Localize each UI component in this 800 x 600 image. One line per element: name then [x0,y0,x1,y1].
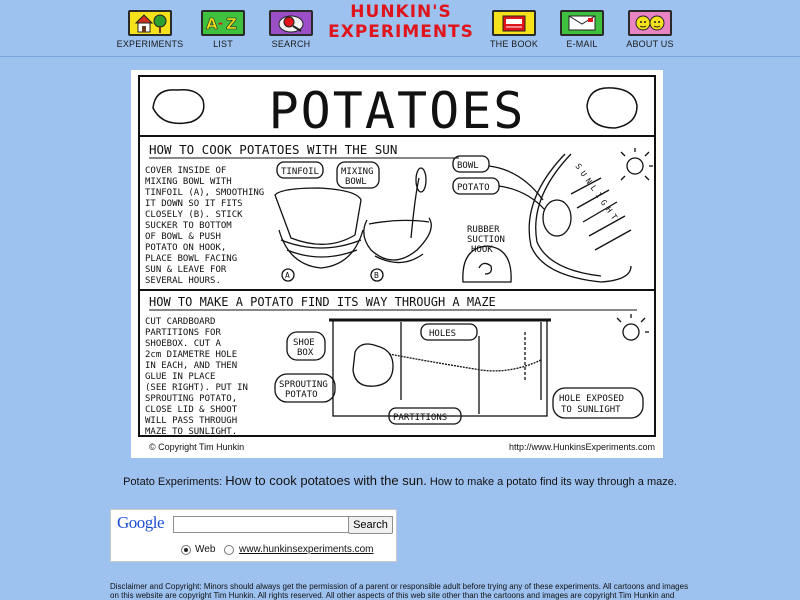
s2-line: SHOEBOX. CUT A [145,339,221,349]
label-mixing-bowl-1: MIXING [341,167,374,177]
label-tinfoil: TINFOIL [281,167,319,177]
disclaimer-line: on this website are copyright Tim Hunkin. All rights reserved. All other aspects of this web site other than the cartoons and images are copyright Tim Hunkin and [110,591,675,600]
label-rubber-3: HOOK [471,245,493,255]
nav-experiments[interactable] [115,10,185,49]
label-bowl: BOWL [457,161,479,171]
label-shoebox-1: SHOE [293,338,315,348]
disclaimer-line: Disclaimer and Copyright: Minors should always get the permission of a parent or responsible adult before trying any of these experiments. All cartoons and images [110,582,689,591]
potato-drawing-right [587,88,637,128]
logo-line2: EXPERIMENTS [328,22,474,42]
house-icon [128,10,172,36]
top-navigation [0,0,800,57]
label-b: B [374,271,379,280]
potatoes-cartoon [131,70,663,458]
link-potato-maze[interactable]: How to make a potato find its way through a maze. [429,476,677,488]
s2-line: (SEE RIGHT). PUT IN [145,383,248,393]
caption-prefix: Potato Experiments: [123,476,223,488]
cartoon-copyright: © Copyright Tim Hunkin [149,442,245,452]
section1-text [145,166,264,286]
s2-line: PARTITIONS FOR [145,328,221,338]
google-logo [117,513,164,533]
label-partitions: PARTITIONS [393,413,448,423]
disclaimer-text [110,582,690,600]
google-site-search [110,509,397,562]
label-potato: POTATO [457,183,490,193]
svg-text:Z: Z [226,15,237,33]
label-rubber-1: RUBBER [467,225,500,235]
nav-label: SEARCH [271,39,311,49]
nav-email[interactable] [547,10,617,49]
s1-line: SUCKER TO BOTTOM [145,221,232,231]
s1-line: IT DOWN SO IT FITS [145,199,243,209]
magnifier-icon [269,10,313,36]
s2-line: SPROUTING POTATO, [145,394,238,404]
label-sprouting-1: SPROUTING [279,380,328,390]
svg-text:-: - [218,16,223,30]
svg-text:A: A [206,15,218,33]
radio-site[interactable] [224,545,234,555]
s1-line: TINFOIL (A), SMOOTHING [145,188,265,198]
s1-line: POTATO ON HOOK, [145,243,227,253]
cartoon-url: http://www.HunkinsExperiments.com [508,442,655,452]
label-a: A [285,271,290,280]
s1-line: SEVERAL HOURS. [145,276,221,286]
search-button[interactable]: Search [348,516,393,534]
radio-site-label: www.hunkinsexperiments.com [239,544,374,555]
section2-text [145,317,248,437]
label-sprouting-2: POTATO [285,390,318,400]
label-hole-exposed-1: HOLE EXPOSED [559,394,625,404]
cartoon-title: POTATOES [268,82,526,140]
nav-label: ABOUT US [626,39,674,49]
experiment-caption [0,473,800,488]
potato-drawing-left [153,90,204,124]
site-logo[interactable] [326,2,476,42]
s2-line: IN EACH, AND THEN [145,361,238,371]
s2-line: 2cm DIAMETRE HOLE [145,350,238,360]
nav-label: E-MAIL [566,39,598,49]
s2-line: MAZE TO SUNLIGHT. [145,427,238,437]
google-logo-text: Google [117,513,165,532]
s1-line: CLOSELY (B). STICK [145,210,243,220]
s1-line: MIXING BOWL WITH [145,177,232,187]
s1-line: COVER INSIDE OF [145,166,227,176]
label-holes: HOLES [429,329,457,339]
label-rubber-2: SUCTION [467,235,505,245]
s2-line: WILL PASS THROUGH [145,416,238,426]
envelope-icon [560,10,604,36]
a-to-z-icon [201,10,245,36]
logo-line1: HUNKIN'S [350,2,452,22]
nav-list[interactable] [188,10,258,49]
nav-search[interactable] [256,10,326,49]
section1-heading: HOW TO COOK POTATOES WITH THE SUN [149,142,398,157]
s2-line: CLOSE LID & SHOOT [145,405,238,415]
label-sunlight: SUNLIGHT [573,161,622,225]
radio-web[interactable] [181,545,191,555]
solar-cooker-drawing [453,148,653,282]
label-hole-exposed-2: TO SUNLIGHT [561,405,621,415]
nav-label: THE BOOK [489,39,539,49]
s1-line: PLACE BOWL FACING [145,254,238,264]
nav-the-book[interactable] [479,10,549,49]
section2-heading: HOW TO MAKE A POTATO FIND ITS WAY THROUGH A MAZE [149,295,496,309]
nav-label: LIST [213,39,233,49]
faces-icon [628,10,672,36]
label-mixing-bowl-2: BOWL [345,177,367,187]
s1-line: OF BOWL & PUSH [145,232,221,242]
s1-line: SUN & LEAVE FOR [145,265,227,275]
s2-line: GLUE IN PLACE [145,372,216,382]
nav-about-us[interactable] [615,10,685,49]
link-cook-potatoes[interactable]: How to cook potatoes with the sun. [225,473,427,488]
label-shoebox-2: BOX [297,348,314,358]
s2-line: CUT CARDBOARD [145,317,216,327]
radio-web-label: Web [195,544,216,555]
nav-label: EXPERIMENTS [116,39,184,49]
book-icon [492,10,536,36]
